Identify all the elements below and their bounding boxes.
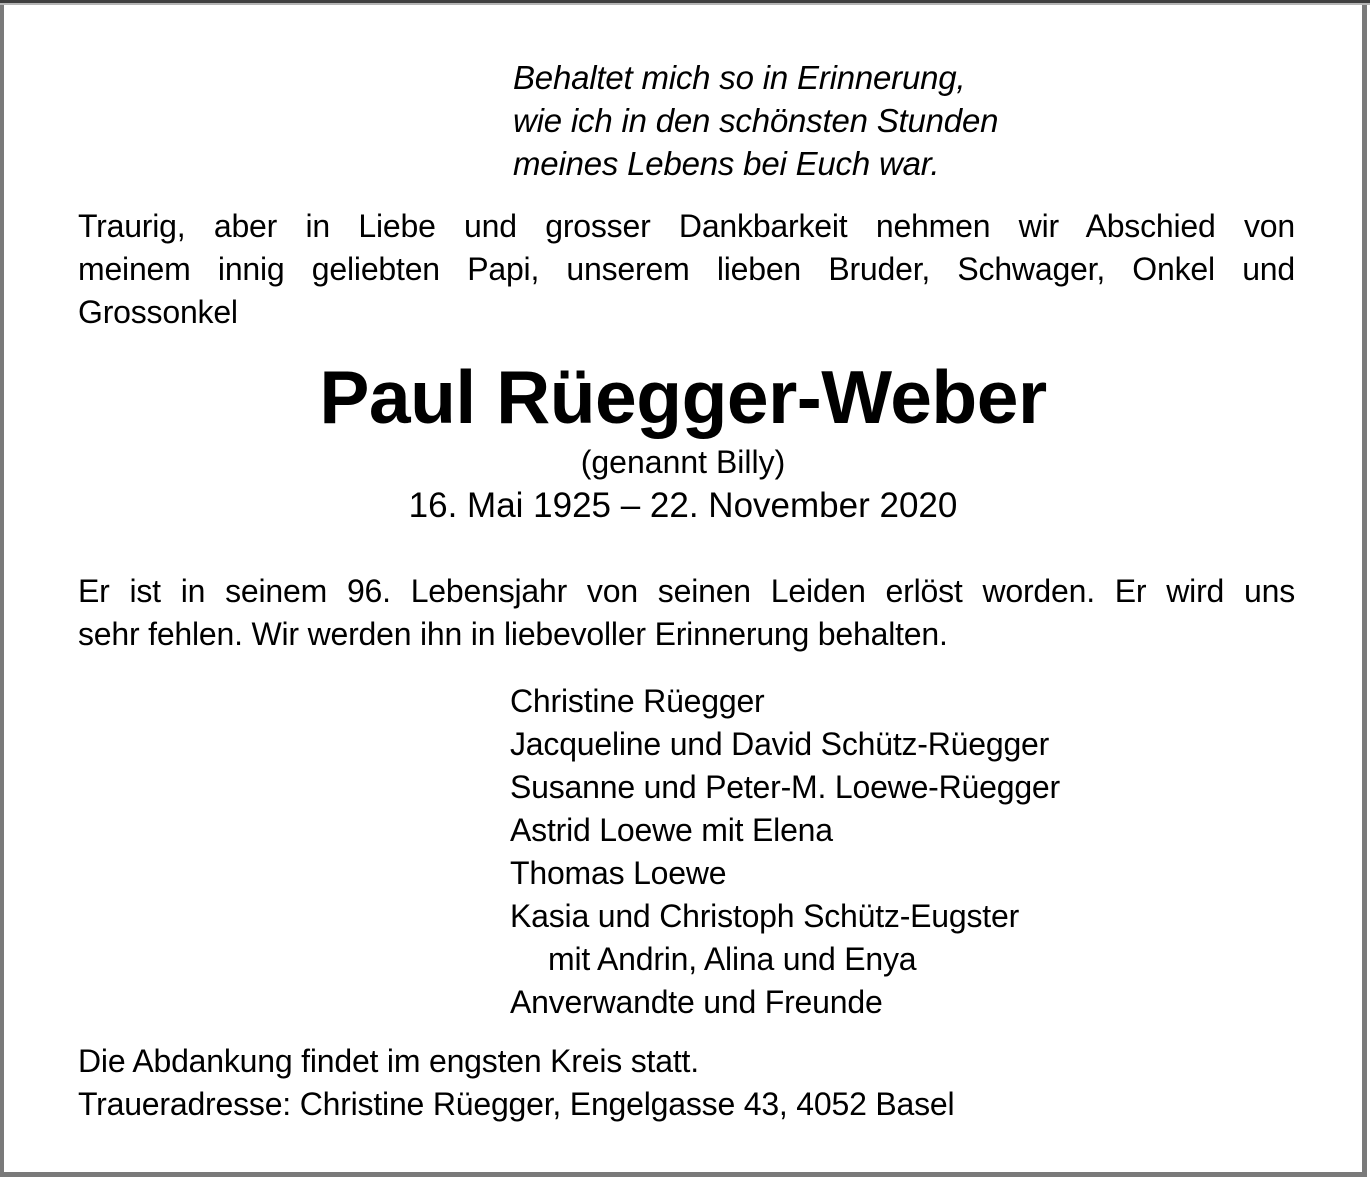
deceased-nickname: (genannt Billy) bbox=[580, 444, 786, 480]
funeral-info-line: Die Abdankung findet im engsten Kreis statt. bbox=[78, 1043, 699, 1079]
mourner-line-children: mit Andrin, Alina und Enya bbox=[548, 941, 917, 977]
mourner-line: Susanne und Peter-M. Loewe-Rüegger bbox=[510, 769, 1060, 805]
epigraph-line-3: meines Lebens bei Euch war. bbox=[513, 145, 940, 182]
life-dates: 16. Mai 1925 – 22. November 2020 bbox=[408, 486, 958, 525]
intro-line-1: Traurig, aber in Liebe und grosser Dankbarkeit nehmen wir Abschied von bbox=[78, 208, 1295, 244]
frame-right-border bbox=[1362, 5, 1367, 1177]
mourner-line: Jacqueline und David Schütz-Rüegger bbox=[510, 726, 1050, 762]
intro-line-3: Grossonkel bbox=[78, 294, 238, 330]
condolence-address-line: Traueradresse: Christine Rüegger, Engelgasse 43, 4052 Basel bbox=[78, 1086, 955, 1122]
frame-bottom-border bbox=[0, 1172, 1367, 1177]
mourner-line: Kasia und Christoph Schütz-Eugster bbox=[510, 898, 1020, 934]
farewell-line-2: sehr fehlen. Wir werden ihn in liebevoller Erinnerung behalten. bbox=[78, 616, 948, 652]
mourner-line: Anverwandte und Freunde bbox=[510, 984, 883, 1020]
top-edge-light-line bbox=[0, 3, 1370, 5]
deceased-name: Paul Rüegger-Weber bbox=[319, 355, 1047, 439]
frame-left-border bbox=[0, 5, 4, 1177]
mourner-line: Thomas Loewe bbox=[510, 855, 727, 891]
farewell-paragraph bbox=[78, 570, 1295, 656]
intro-line-2: meinem innig geliebten Papi, unserem lieben Bruder, Schwager, Onkel und bbox=[78, 251, 1295, 287]
mourners-list bbox=[510, 680, 1060, 1024]
mourner-line: Astrid Loewe mit Elena bbox=[510, 812, 833, 848]
farewell-line-1: Er ist in seinem 96. Lebensjahr von seinen Leiden erlöst worden. Er wird uns bbox=[78, 573, 1295, 609]
closing-info bbox=[78, 1040, 954, 1126]
mourner-line: Christine Rüegger bbox=[510, 683, 765, 719]
epigraph-quote bbox=[513, 56, 998, 185]
epigraph-line-1: Behaltet mich so in Erinnerung, bbox=[513, 59, 966, 96]
epigraph-line-2: wie ich in den schönsten Stunden bbox=[513, 102, 999, 139]
intro-paragraph bbox=[78, 205, 1295, 334]
